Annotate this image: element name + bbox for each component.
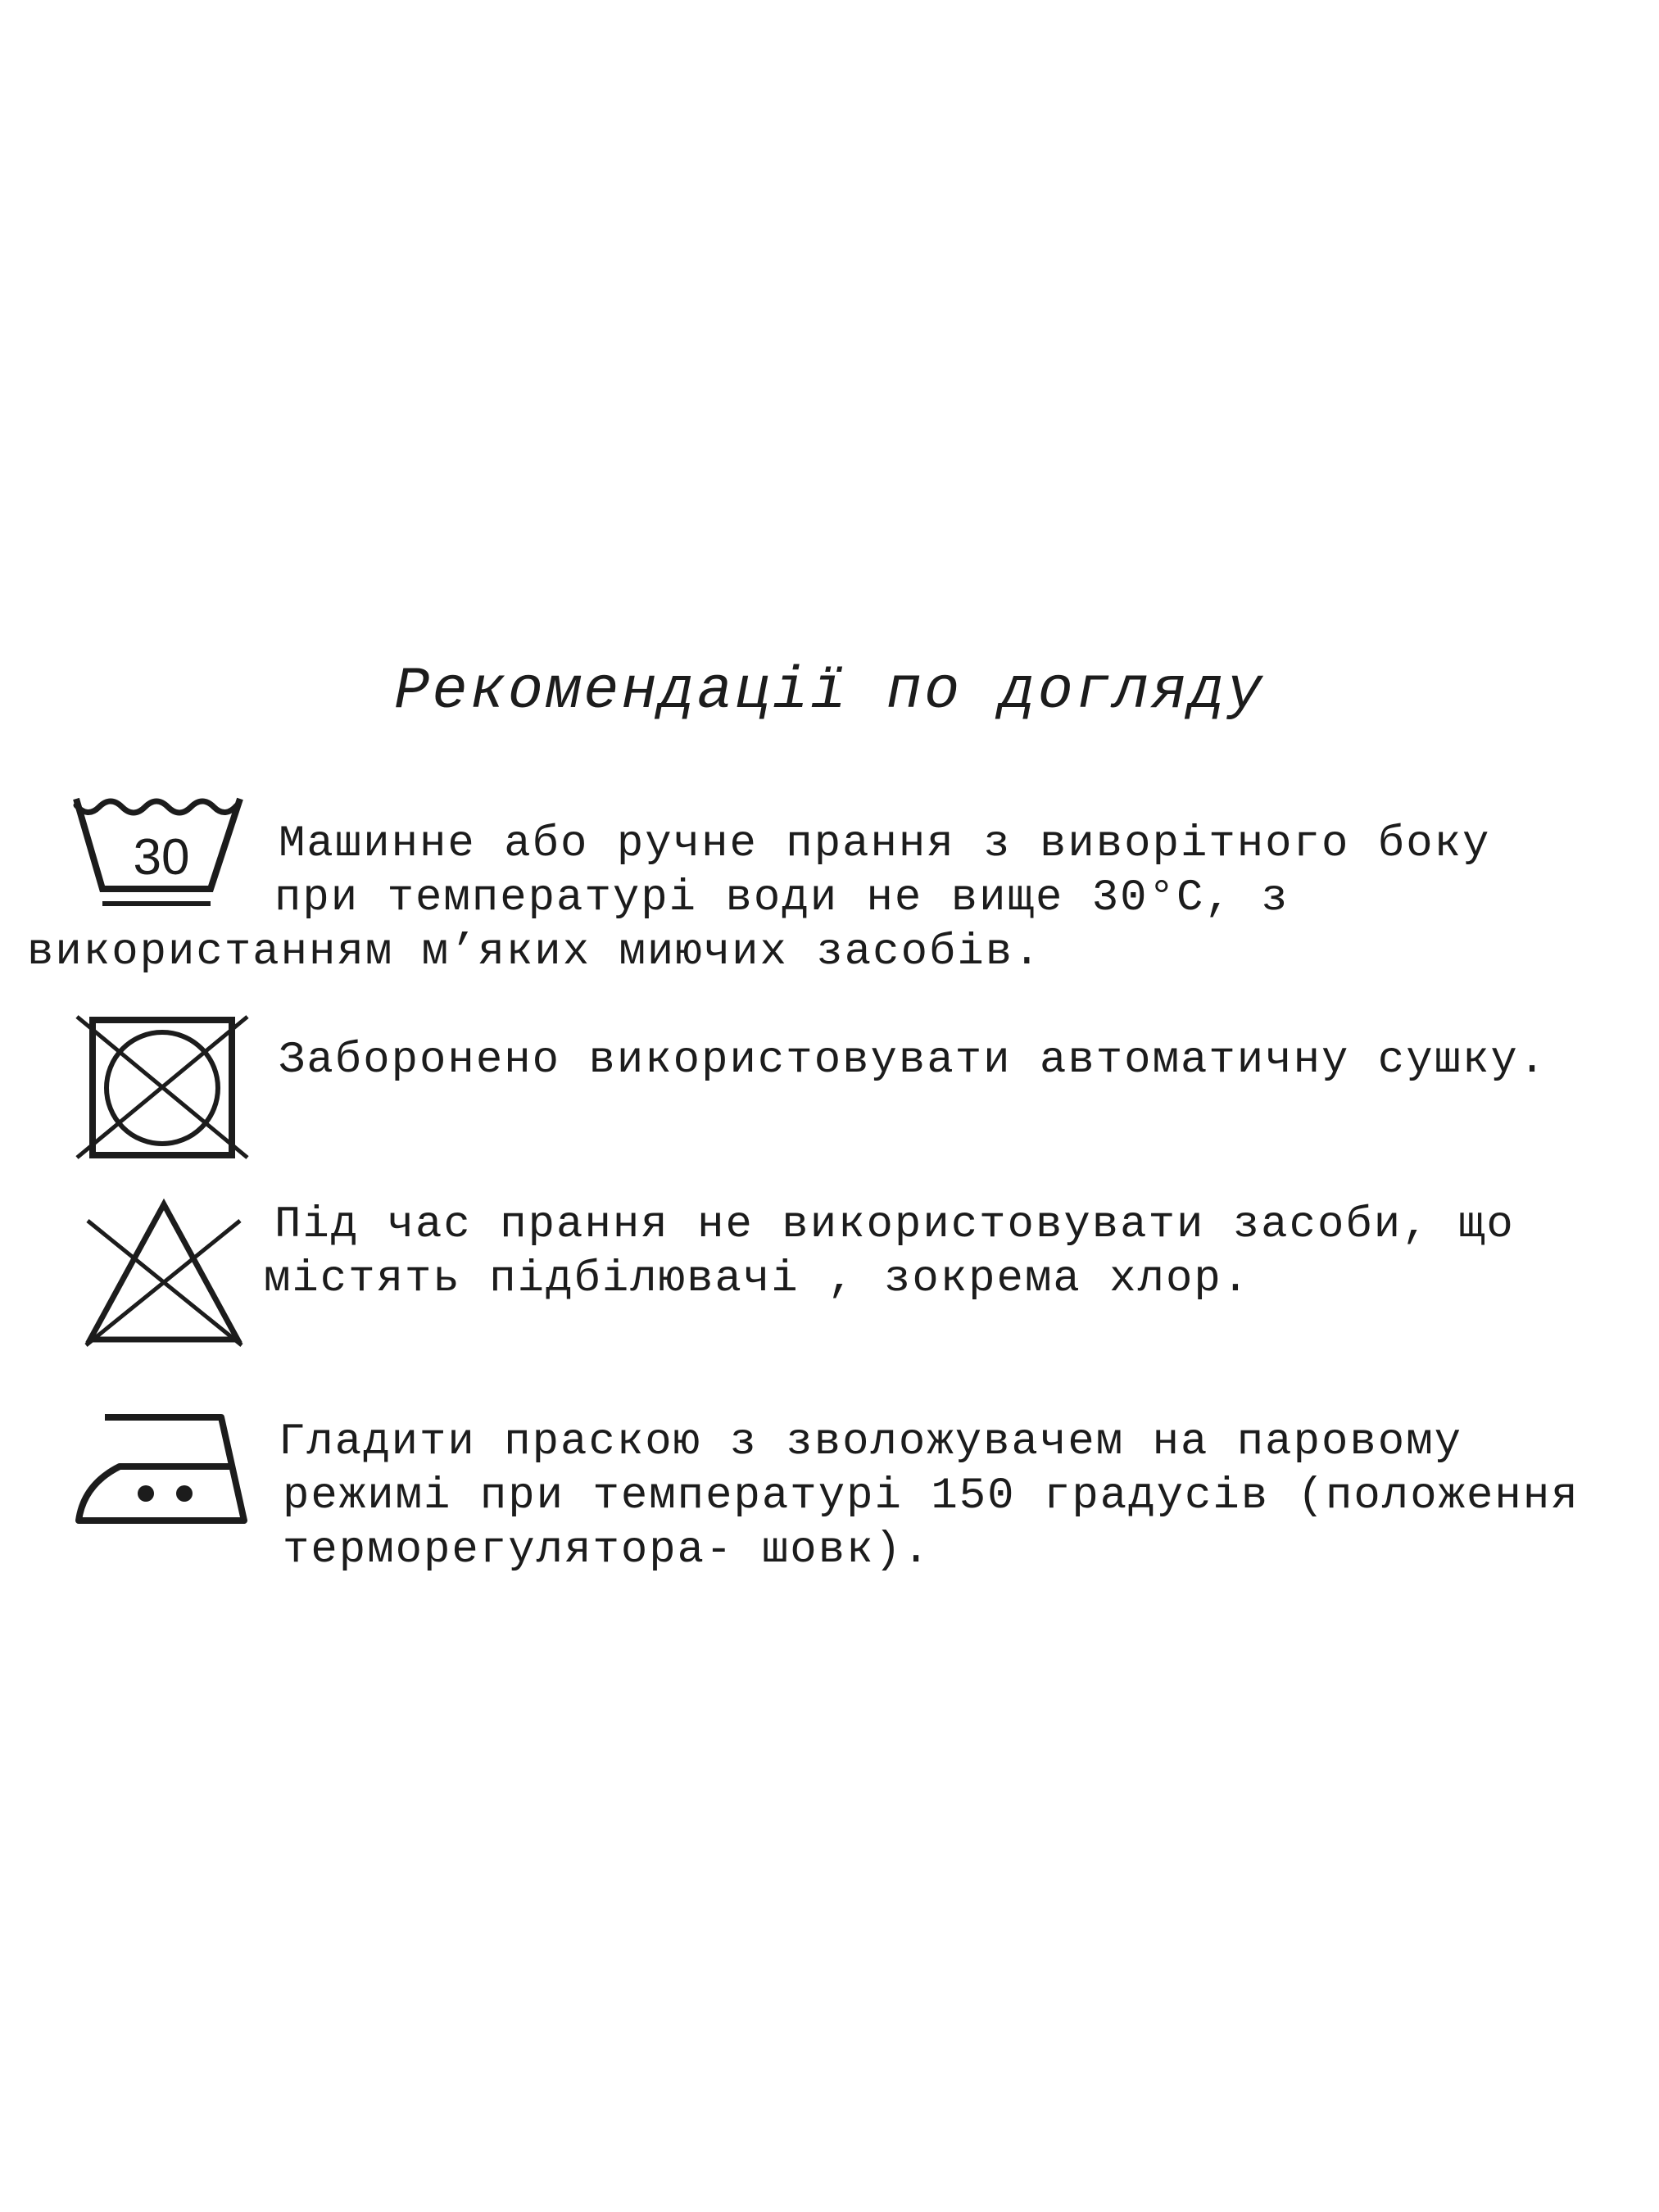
no-tumble-dry-icon [72, 1012, 252, 1163]
page-title: Рекомендації по догляду [394, 658, 1265, 725]
instruction-text-line: використанням м’яких миючих засобів. [27, 927, 1042, 977]
instruction-text-line: при температурі води не вище 30°С, з [274, 873, 1290, 923]
wash-30-icon [70, 791, 250, 913]
instruction-text-line: Під час прання не використовувати засоби, що [274, 1200, 1515, 1250]
no-bleach-icon [78, 1188, 250, 1352]
wash-temperature-label: 30 [133, 829, 190, 886]
instruction-text-line: терморегулятора- шовк). [283, 1525, 931, 1575]
instruction-text-line: Гладити праскою з зволожувачем на паровому [279, 1417, 1463, 1467]
iron-two-dots-icon [72, 1409, 252, 1532]
instruction-text-line: містять підбілювачі , зокрема хлор. [264, 1254, 1251, 1304]
instruction-text-line: Заборонено використовувати автоматичну сушку. [279, 1036, 1548, 1086]
instruction-text-line: Машинне або ручне прання з виворітного боку [279, 819, 1491, 869]
instruction-text-line: режимі при температурі 150 градусів (положення [283, 1471, 1580, 1521]
